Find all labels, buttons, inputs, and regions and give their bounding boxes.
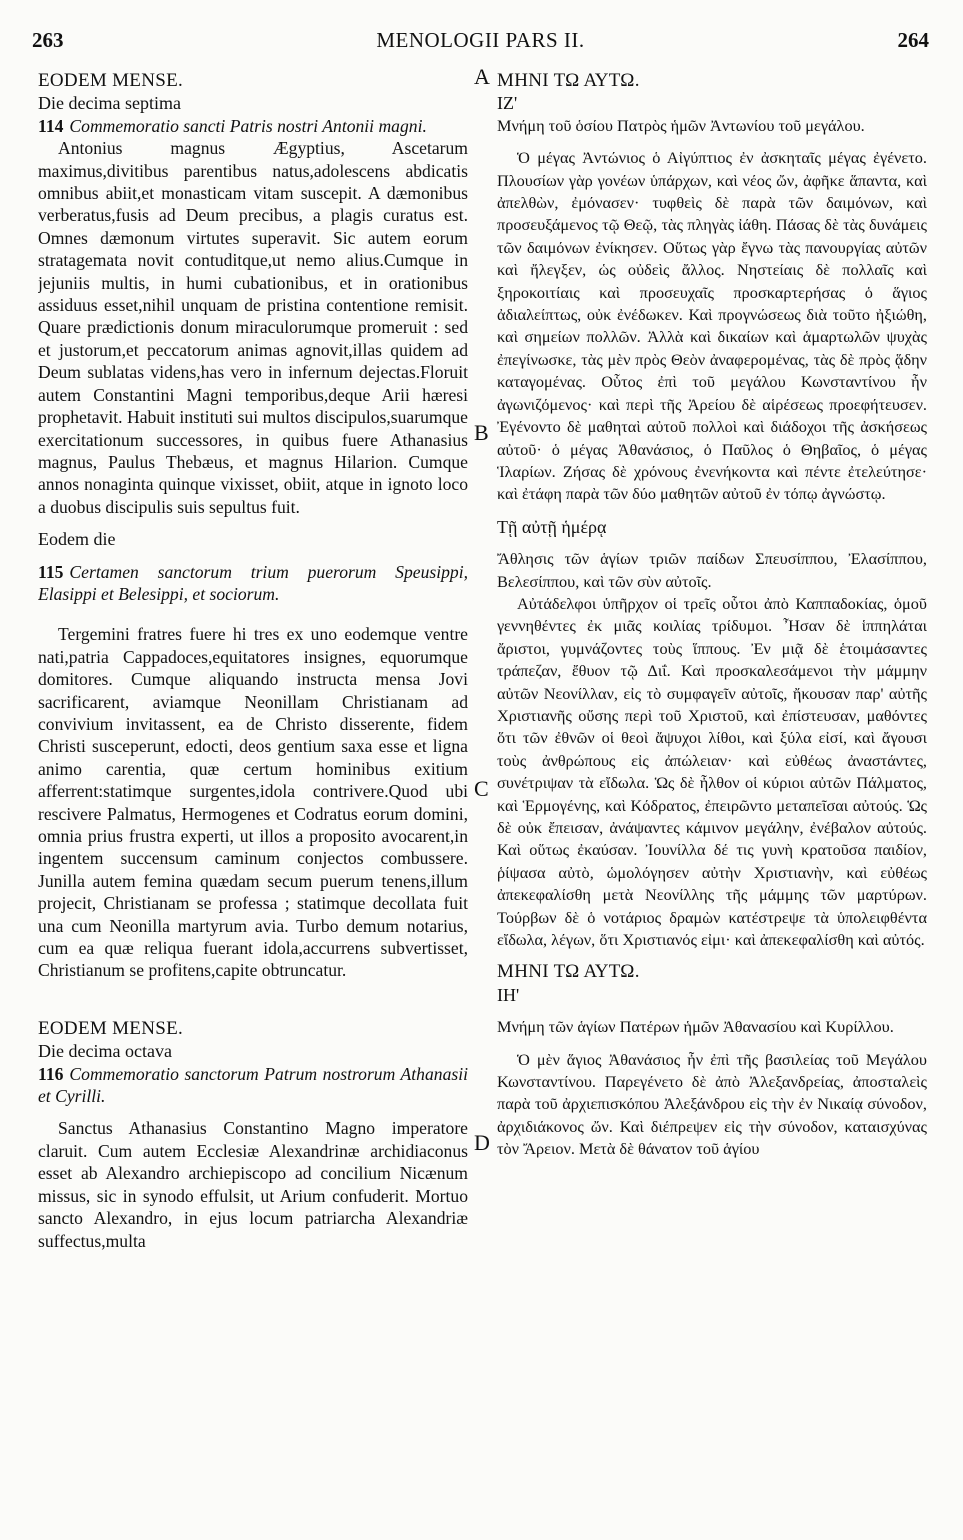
entry-number: 114 [38,115,64,136]
day-heading-2: ΙΗ' [497,984,520,1005]
entry-number: 115 [38,561,64,582]
latin-column [38,70,468,1520]
margin-letter-c: C [474,776,489,801]
entry-2-text: Αὐτάδελφοι ὑπῆρχον οἱ τρεῖς οὗτοι ἀπὸ Καππαδοκίας, ὁμοῦ γεννηθέντες ἐκ μιᾶς κοιλίας τρίδυμοι. Ἦσαν δὲ ἱππηλάται ἄριστοι, γυμνάζοντες τοὺς ἵππους. Ἐν μιᾷ δὲ ἑτοιμάσαντες τράπεζαν, ἔθυον τῷ Διΐ. Καὶ προσκαλεσάμενοι τὴν μάμμην αὐτῶν Νεονίλλαν, εἰς τὸ συμφαγεῖν αὐτοῖς, ἤκουσαν παρ' αὐτῆς Χριστιανῆς οὔσης περὶ τοῦ Χριστοῦ, καὶ ἐπίστευσαν, μαθόντες ὅτι τῶν ἐθνῶν οἱ θεοὶ ἄψυχοι λίθοι, καὶ ξύλα εἰσί, καὶ ἄγουσι τοὺς ἀνθρώπους εἰς ἀπώλειαν· καὶ εὐθέως ἀναστάντες, συνέτριψαν τὰ εἴδωλα. Ὡς δὲ ἦλθον οἱ κύριοι αὐτῶν Πάλματος, καὶ Ἑρμογένης, καὶ Κόδρατος, ἐπειρῶντο μεταπεῖσαι αὐτούς. Ὡς δὲ οὐκ ἔπεισαν, ἀνάψαντες κάμινον μεγάλην, ἐνέβαλον αὐτούς. Καὶ οὕτως ἐκαύσαν. Ἰουνίλλα δέ τις γυνὴ κρατοῦσα παιδίον, ῥίψασα αὐτὸ, ὡμολόγησεν αὐτὴν Χριστιανὴν, καὶ εὐθέως ἀπεκεφαλίσθη μετὰ Νεονίλλης τῆς μάμμης τῶν μαρτύρων. Τούρβων δὲ ὁ νοτάριος δραμὼν κατέστρεψε τὰ ὑπολειφθέντα εἴδωλα, λέγων, ὅτι Χριστιανός εἰμι· καὶ ἀπεκεφαλίσθη καὶ αὐτός. [497,593,927,950]
margin-letter-d: D [474,1130,490,1155]
margin-letter-b: B [474,420,489,445]
entry-3-title: Μνήμη τῶν ἁγίων Πατέρων ἡμῶν Ἀθανασίου καὶ Κυρίλλου. [497,1017,894,1037]
margin-letter-a: A [474,64,490,89]
section-heading-1: EODEM MENSE. [38,70,184,91]
same-day-heading: Τῇ αὐτῇ ἡμέρᾳ [497,516,607,537]
running-head [32,28,929,58]
section-heading-2: ΜΗΝΙ ΤΩ ΑΥΤΩ. [497,961,640,983]
entry-114-text: Antonius magnus Ægyptius, Ascetarum maximus,divitibus parentibus natus,adolescens abdicatis omnibus abiit,et monasticam vitam suscepit. A dæmonibus verberatus,fusis ad Deum precibus, a plagis curatus est. Omnes dæmonum virtutes superavit. Sic autem eorum stratagemata novit contuditque,ut nemo alius.Cumque in jejuniis multis, in humi cubationibus, et in orationibus assiduus esset,nihil unquam de pristina contentione remisit. Quare prædictionis donum miraculorumque promeruit : sed et justorum,et peccatorum animas agnovit,illas quidem ad Deum sublatas videns,has vero in infernum dejectas.Floruit autem Constantini Magni temporibus,deque Arii hæresi prophetavit. Habuit instituti sui multos discipulos,suarumque exercitationum successores, in quibus fuere Athanasius magnus, Paulus Thebæus, et magnus Hilarion. Cumque annos nonaginta quinque vixisset, obiit, atque in ignoto loco a duobus discipulis suis sepultus fuit. [38,138,468,517]
entry-115-text: Tergemini fratres fuere hi tres ex uno eodemque ventre nati,patria Cappadoces,equitatores insignes, equorumque domitores. Cumque aliquando instructa mensa Jovi sacrificarent, aviamque Neonillam Christianam ad convivium invitassent, ea de Christo disserente, fidem Christi susceperunt, edocti, deos gentium saxa esse et ligna animo carentia, quæ certum hominibus exitium afferrent:statimque surgentes,idola contrivere.Quod ubi rescivere Palmatus, Hermogenes et Codratus eorum domini, omnia prius frustra experti, ut illos a proposito avocarent,in ingentem succensum caminum conjectos combussere. Junilla autem femina quædam secum puerum tenens,illum projecit, Christianam se professa ; statimque decollata fuit una cum Neonilla martyrum avia. Turbo demum notarius, cum ea quæ reliqua fuerant idola,accurrens subvertisset, Christianum se profitens,capite obtruncatur. [38,624,468,981]
entry-number: 116 [38,1063,64,1084]
entry-1-title: Μνήμη τοῦ ὁσίου Πατρὸς ἡμῶν Ἀντωνίου τοῦ μεγάλου. [497,115,865,135]
page-number-left: 263 [32,28,64,52]
entry-title-text: Commemoratio sancti Patris nostri Antonii magni. [69,115,427,136]
entry-1-text: Ὁ μέγας Ἀντώνιος ὁ Αἰγύπτιος ἐν ἀσκηταῖς μέγας ἐγένετο. Πλουσίων γὰρ γονέων ὑπάρχων, καὶ νέος ὤν, ἀφῆκε ἅπαντα, καὶ ἀπελθὼν, ἐμόνασεν· τυφθεὶς δὲ παρὰ τῶν δαιμόνων, καὶ προσευξάμενος τῷ Θεῷ, τὰς πληγὰς ἰάθη. Πάσας δὲ τὰς δυνάμεις τῶν δαιμόνων ἐνίκησεν. Οὕτως γὰρ ἔγνω τὰς πανουργίας αὐτῶν καὶ ἤλεγξεν, ὡς οὐδεὶς ἄλλος. Νηστείαις δὲ πολλαῖς καὶ ξηροκοιτίαις καὶ προσευχαῖς προσκαρτερήσας ὁ ἅγιος ἀδιαλείπτως, οὐκ ἐνέδωκεν. Καὶ προγνώσεως διὰ τοῦτο ἠξιώθη, καὶ σημείων πολλῶν. Ἀλλὰ καὶ δικαίων καὶ ἁμαρτωλῶν ψυχὰς ἐπεγίνωσκε, τὰς μὲν πρὸς Θεὸν ἀναφερομένας, τὰς δὲ πρὸς ᾅδην καταγομένας. Οὗτος ἐπὶ τοῦ μεγάλου Κωνσταντίνου ἦν ἀγωνιζόμενος· καὶ περὶ τῆς Ἀρείου δὲ αἱρέσεως προεφήτευσεν. Ἐγένοντο δὲ μαθηταὶ αὐτοῦ πολλοὶ καὶ διάδοχοι τῆς ἀσκήσεως αὐτοῦ· ὁ μέγας Ἀθανάσιος, ὁ Παῦλος ὁ Θηβαῖος, ὁ μέγας Ἱλαρίων. Ζήσας δὲ χρόνους ἐνενήκοντα καὶ πέντε ἐτελεύτησε· καὶ ἐτάφη παρὰ τῶν δύο μαθητῶν αὐτοῦ ἐν τόπῳ ἀγνώστῳ. [497,148,927,504]
running-title: MENOLOGII PARS II. [376,28,585,52]
day-heading-2: Die decima octava [38,1041,172,1062]
entry-title-text: Commemoratio sanctorum Patrum nostrorum Athanasii et Cyrilli. [38,1063,468,1107]
section-heading-1: ΜΗΝΙ ΤΩ ΑΥΤΩ. [497,70,640,91]
entry-116-text: Sanctus Athanasius Constantino Magno imperatore claruit. Cum autem Ecclesiæ Alexandrinæ archidiaconus esset ab Alexandro archiepiscopo ad concilium Nicænum missus, sic in synodo effulsit, ut Arium confuderit. Mortuo sancto Alexandro, in ejus locum patriarcha Alexandriæ suffectus,multa [38,1118,468,1251]
entry-title-text: Certamen sanctorum trium puerorum Speusippi, Elasippi et Belesippi, et sociorum. [38,561,468,604]
entry-116-title [38,1063,468,1108]
entry-114-title [38,115,468,137]
entry-115-title [38,561,468,606]
greek-column [497,70,927,1520]
entry-3-text: Ὁ μὲν ἅγιος Ἀθανάσιος ἦν ἐπὶ τῆς βασιλείας τοῦ Μεγάλου Κωνσταντίνου. Παρεγένετο δὲ ἀπὸ Ἀλεξανδρείας, ἀποσταλεὶς παρὰ τοῦ ἀρχιεπισκόπου Ἀλεξάνδρου εἰς τὴν ἐν Νικαίᾳ σύνοδον, ἀρχιδιάκονος ὤν. Καὶ διέπρεψεν εἰς τὴν σύνοδον, καταισχύνας τὸν Ἄρειον. Μετὰ δὲ θάνατον τοῦ ἁγίου [497,1049,927,1159]
entry-2-title: Ἄθλησις τῶν ἁγίων τριῶν παίδων Σπευσίππου, Ἐλασίππου, Βελεσίππου, καὶ τῶν σὺν αὐτοῖς. [497,549,927,591]
eodem-die-heading: Eodem die [38,529,116,550]
day-heading-1: ΙΖ' [497,93,518,114]
day-heading-1: Die decima septima [38,93,181,114]
section-heading-2: EODEM MENSE. [38,1017,184,1039]
page-number-right: 264 [897,28,929,52]
